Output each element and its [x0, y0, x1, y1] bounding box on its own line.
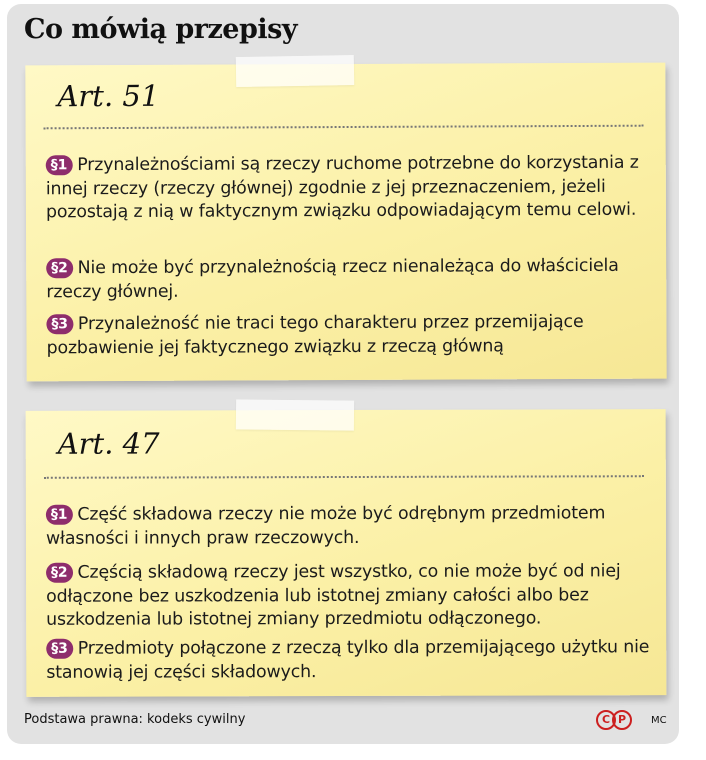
tape-strip — [236, 55, 355, 87]
tape-strip — [236, 399, 354, 430]
paragraph-text: Przynależnościami są rzeczy ruchome potrzebne do korzystania z innej rzeczy (rzeczy głównej) zgodnie z jej przeznaczeniem, jeżeli pozostają z nią w faktycznym związku odpowiadającym temu celowi. — [45, 152, 639, 223]
paragraph-text: Przynależność nie traci tego charakteru przez przemijające pozbawienie jej faktycznego związku z rzeczą główną — [46, 311, 584, 358]
article-title: Art. 51 — [57, 78, 160, 114]
legal-basis-source: Podstawa prawna: kodeks cywilny — [24, 712, 246, 727]
article-paragraph — [46, 311, 656, 361]
paragraph-badge: §2 — [46, 258, 74, 278]
paragraph-text: Częścią składową rzeczy jest wszystko, co nie może być od niej odłączone bez uszkodzenia lub istotnej zmiany całości albo bez uszkodzenia lub istotnej zmiany przedmiotu odłączonego. — [46, 561, 621, 630]
article-51-note — [25, 63, 666, 382]
paragraph-badge: §1 — [46, 505, 74, 525]
paragraph-badge: §3 — [46, 314, 74, 334]
page-title: Co mówią przepisy — [24, 14, 298, 45]
paragraph-badge: §3 — [46, 639, 74, 659]
article-paragraph — [46, 502, 656, 551]
article-paragraph — [46, 255, 656, 305]
paragraph-text: Część składowa rzeczy nie może być odrębnym przedmiotem własności i innych praw rzeczowych. — [45, 503, 606, 549]
dotted-divider — [44, 125, 644, 130]
paragraph-badge: §1 — [46, 155, 74, 175]
article-paragraph — [46, 152, 656, 225]
dotted-divider — [44, 475, 644, 479]
article-paragraph — [46, 636, 656, 685]
paragraph-text: Nie może być przynależnością rzecz nienależąca do właściciela rzeczy głównej. — [46, 255, 619, 302]
article-47-note — [26, 409, 667, 697]
paragraph-text: Przedmioty połączone z rzeczą tylko dla przemijającego użytku nie stanowią jej części składowych. — [46, 637, 650, 683]
article-title: Art. 47 — [57, 426, 160, 461]
copyright-icon: C — [596, 710, 616, 730]
article-paragraph — [46, 560, 656, 632]
author-initials: MC — [651, 715, 667, 726]
publisher-logo-icon: P — [612, 710, 632, 730]
paragraph-badge: §2 — [46, 563, 74, 583]
